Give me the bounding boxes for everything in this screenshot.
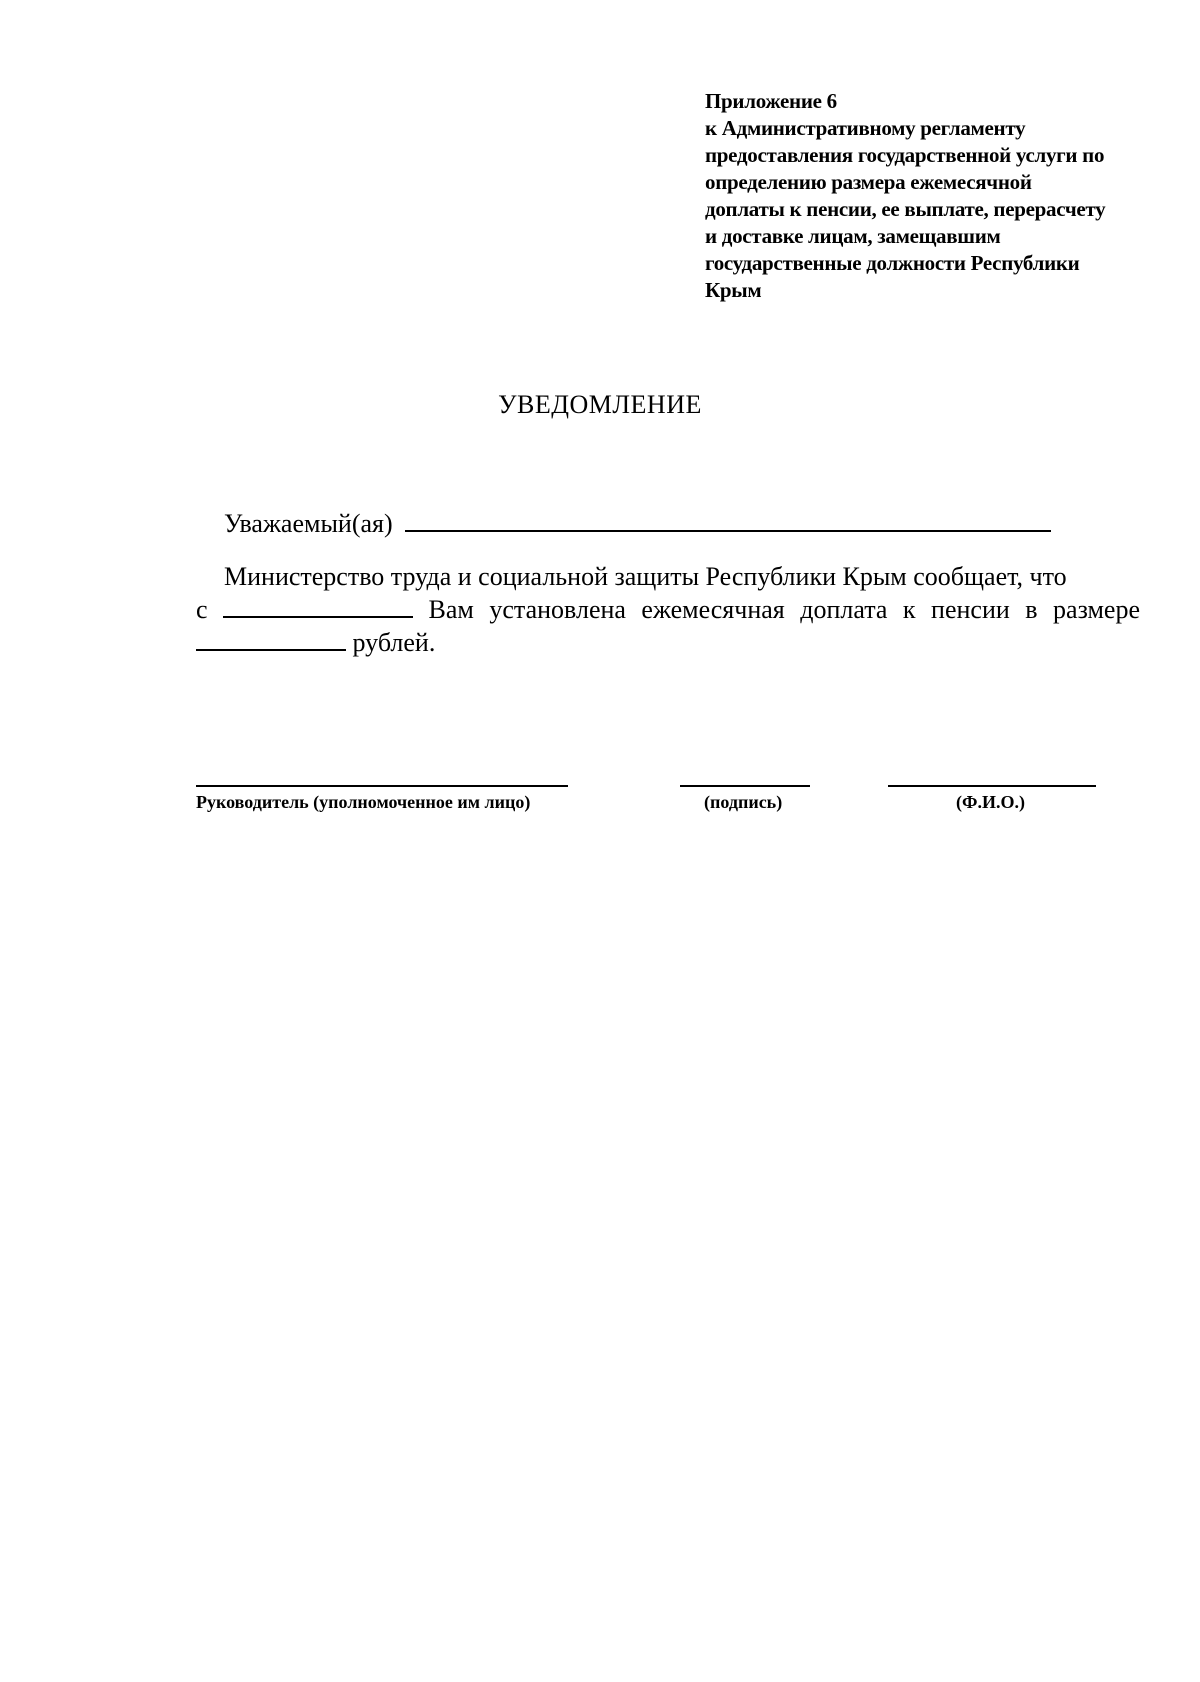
appendix-line: и доставке лицам, замещавшим [705, 224, 1001, 248]
name-label: (Ф.И.О.) [956, 792, 1025, 812]
appendix-line: доплаты к пенсии, ее выплате, перерасчету [705, 197, 1106, 221]
sign-label: (подпись) [704, 792, 783, 812]
appendix-line: Приложение 6 [705, 89, 837, 113]
appendix-line: к Административному регламенту [705, 116, 1026, 140]
notice-body [196, 560, 1140, 659]
sign-signature-line[interactable] [680, 785, 810, 787]
body-line-3-suffix: рублей. [352, 628, 436, 657]
body-line-1: Министерство труда и социальной защиты Республики Крым сообщает, что [224, 562, 1067, 591]
greeting-line [224, 506, 1051, 540]
greeting-label: Уважаемый(ая) [224, 509, 393, 538]
body-line-2 [196, 593, 1140, 626]
body-line-2-prefix: с [196, 595, 208, 624]
amount-blank[interactable] [196, 627, 346, 651]
body-line-3 [196, 626, 1140, 659]
name-signature-line[interactable] [888, 785, 1096, 787]
appendix-block [705, 88, 1175, 304]
head-signature-line[interactable] [196, 785, 568, 787]
document-title: УВЕДОМЛЕНИЕ [498, 390, 702, 419]
date-blank[interactable] [223, 594, 413, 618]
appendix-line: предоставления государственной услуги по [705, 143, 1105, 167]
body-line-2-text: Вам установлена ежемесячная доплата к пенсии в размере [428, 595, 1141, 624]
head-label: Руководитель (уполномоченное им лицо) [196, 792, 531, 812]
recipient-name-blank[interactable] [405, 506, 1051, 532]
appendix-line: определению размера ежемесячной [705, 170, 1032, 194]
appendix-line: Крым [705, 278, 762, 302]
appendix-line: государственные должности Республики [705, 251, 1080, 275]
